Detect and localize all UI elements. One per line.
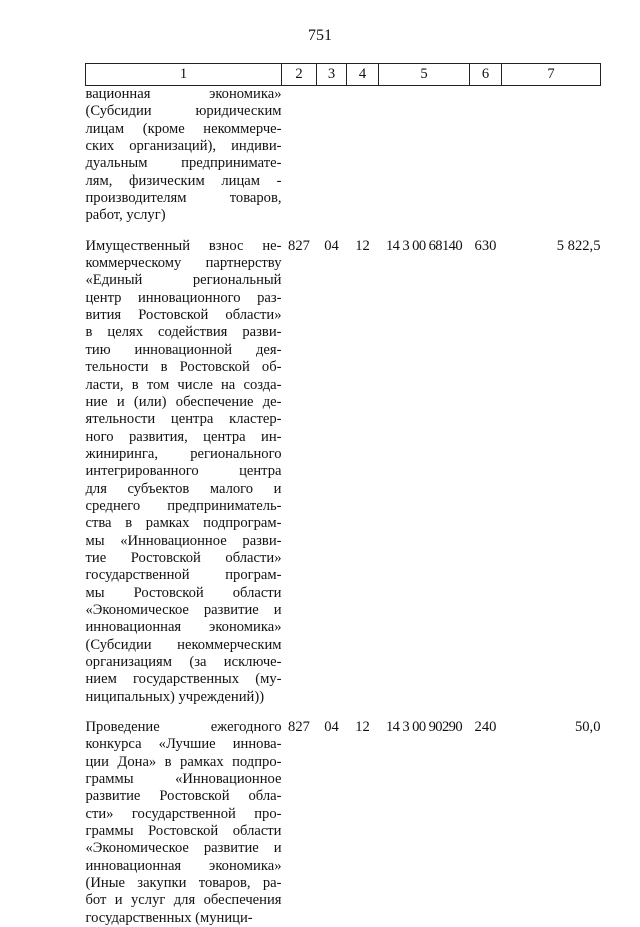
description-line: развитие Ростовской обла- (86, 788, 282, 805)
row-spacer (86, 706, 601, 719)
description-line: ласти, в том числе на созда- (86, 377, 282, 394)
description-line: ских организаций), индиви- (86, 138, 282, 155)
description-line: Имущественный взнос не- (86, 238, 282, 255)
target-article-cell (379, 86, 470, 225)
row-spacer (86, 225, 601, 238)
description-line: ции Дона» в рамках подпро- (86, 754, 282, 771)
expense-type-cell (470, 86, 502, 225)
description-line: «Единый региональный (86, 272, 282, 289)
section-cell: 04 (317, 719, 347, 927)
page-number: 751 (0, 27, 640, 45)
description-line: (Субсидии некоммерческим (86, 637, 282, 654)
description-line: мы Ростовской области (86, 585, 282, 602)
description-line: ниципальных) учреждений)) (86, 689, 282, 706)
code-cell (282, 86, 317, 225)
description-line: интегрированного центра (86, 463, 282, 480)
description-line: центр инновационного раз- (86, 290, 282, 307)
description-line: ного развития, центра ин- (86, 429, 282, 446)
description-line: жиниринга, регионального (86, 446, 282, 463)
table-body (86, 86, 601, 927)
expense-type-cell: 630 (470, 238, 502, 706)
description-line: (Субсидии юридическим (86, 103, 282, 120)
description-line: вационная экономика» (86, 86, 282, 103)
description-line: конкурса «Лучшие иннова- (86, 736, 282, 753)
description-line: дуальным предпринимате- (86, 155, 282, 172)
description-line: государственных (муници- (86, 910, 282, 927)
description-line: граммы Ростовской области (86, 823, 282, 840)
code-cell: 827 (282, 719, 317, 927)
description-line: производителям товаров, (86, 190, 282, 207)
section-cell (317, 86, 347, 225)
description-line: тию инновационной дея- (86, 342, 282, 359)
description-line: лям, физическим лицам - (86, 173, 282, 190)
description-line: «Экономическое развитие и (86, 840, 282, 857)
description-line: для субъектов малого и (86, 481, 282, 498)
column-number-header-row (86, 64, 601, 86)
description-line: государственной програм- (86, 567, 282, 584)
description-line: тельности в Ростовской об- (86, 359, 282, 376)
description-line: инновационная экономика» (86, 858, 282, 875)
description-line: Проведение ежегодного (86, 719, 282, 736)
description-line: «Экономическое развитие и (86, 602, 282, 619)
description-line: в целях содействия разви- (86, 324, 282, 341)
subsection-cell: 12 (347, 719, 379, 927)
table-row (86, 86, 601, 225)
description-line: вития Ростовской области» (86, 307, 282, 324)
description-line: сти» государственной про- (86, 806, 282, 823)
description-line: организациям (за исключе- (86, 654, 282, 671)
description-cell (86, 238, 282, 706)
description-line: лицам (кроме некоммерче- (86, 121, 282, 138)
code-cell: 827 (282, 238, 317, 706)
description-line: ства в рамках подпрограм- (86, 515, 282, 532)
row-spacer-cell (86, 225, 601, 238)
description-line: среднего предприниматель- (86, 498, 282, 515)
description-line: тие Ростовской области» (86, 550, 282, 567)
description-cell (86, 719, 282, 927)
target-article-cell: 14 3 00 90290 (379, 719, 470, 927)
budget-table (85, 63, 601, 927)
section-cell: 04 (317, 238, 347, 706)
description-line: бот и услуг для обеспечения (86, 892, 282, 909)
target-article-cell: 14 3 00 68140 (379, 238, 470, 706)
description-line: ние и (или) обеспечение де- (86, 394, 282, 411)
description-line: коммерческому партнерству (86, 255, 282, 272)
column-header-3: 3 (317, 64, 347, 86)
description-line: ятельности центра кластер- (86, 411, 282, 428)
expense-type-cell: 240 (470, 719, 502, 927)
description-cell (86, 86, 282, 225)
column-header-7: 7 (502, 64, 601, 86)
column-header-4: 4 (347, 64, 379, 86)
description-line: мы «Инновационное разви- (86, 533, 282, 550)
subsection-cell: 12 (347, 238, 379, 706)
amount-cell (502, 86, 601, 225)
table-row (86, 719, 601, 927)
column-header-2: 2 (282, 64, 317, 86)
amount-cell: 50,0 (502, 719, 601, 927)
description-line: работ, услуг) (86, 207, 282, 224)
amount-cell: 5 822,5 (502, 238, 601, 706)
description-line: (Иные закупки товаров, ра- (86, 875, 282, 892)
row-spacer-cell (86, 706, 601, 719)
subsection-cell (347, 86, 379, 225)
table-row (86, 238, 601, 706)
column-header-6: 6 (470, 64, 502, 86)
column-header-5: 5 (379, 64, 470, 86)
description-line: инновационная экономика» (86, 619, 282, 636)
description-line: нием государственных (му- (86, 671, 282, 688)
description-line: граммы «Инновационное (86, 771, 282, 788)
column-header-1: 1 (86, 64, 282, 86)
